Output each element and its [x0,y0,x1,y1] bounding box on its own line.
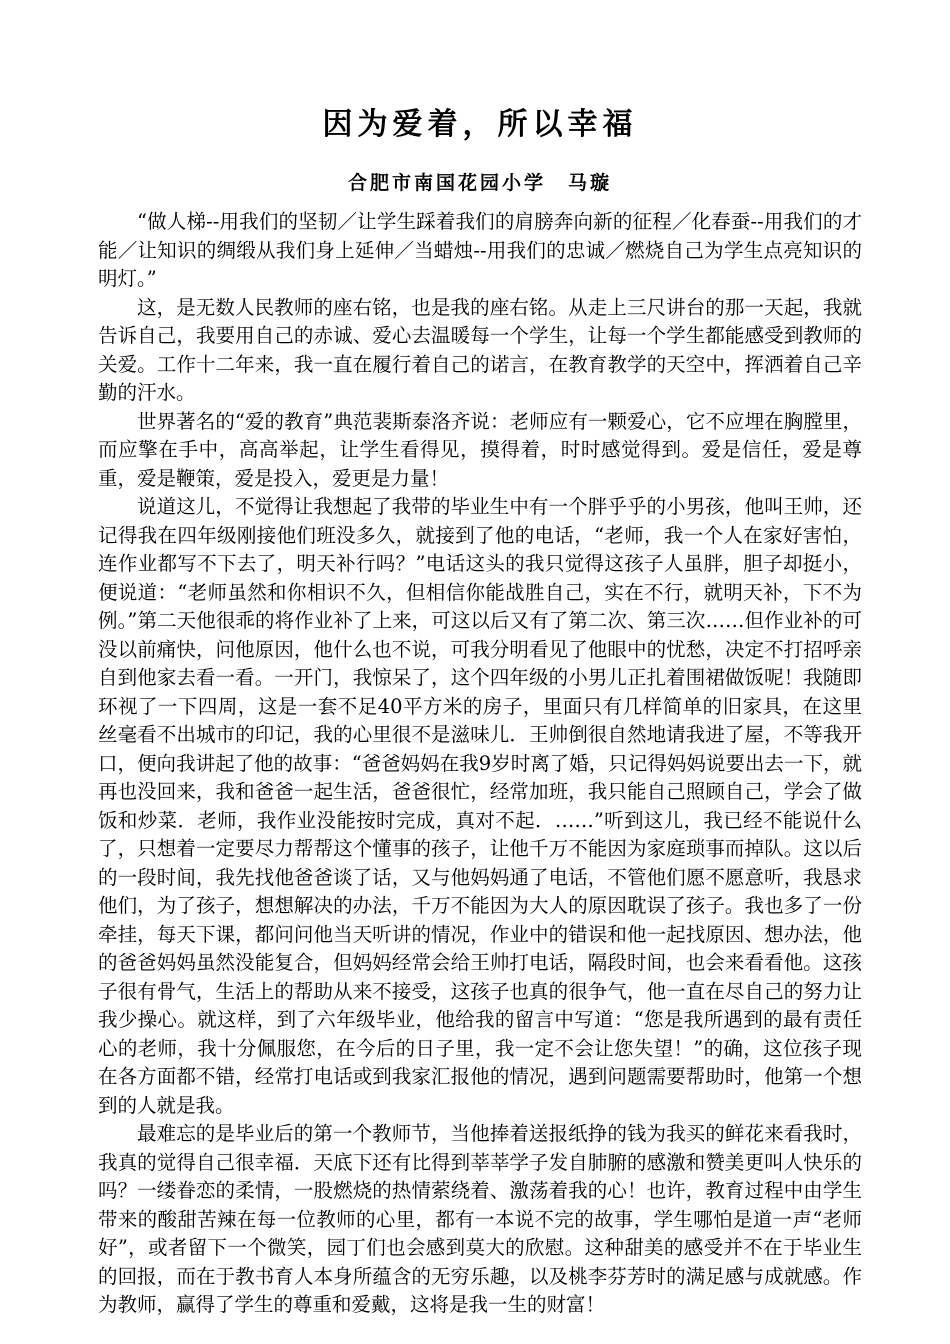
document-author: 合肥市南国花园小学 马璇 [347,172,612,194]
document-page [98,100,862,1320]
paragraph-conclusion: 最难忘的是毕业后的第一个教师节，当他捧着送报纸挣的钱为我买的鲜花来看我时，我真的觉得自己很幸福．天底下还有比得到莘莘学子发自肺腑的感激和赞美更叫人快乐的吗？一缕眷恋的柔情，一股燃烧的热情萦绕着、激荡着我的心！也许，教育过程中由学生带来的酸甜苦辣在每一位教师的心里，都有一本说不完的故事，学生哪怕是道一声“老师好”，或者留下一个微笑，园丁们也会感到莫大的欣慰。这种甜美的感受并不在于毕业生的回报，而在于教书育人本身所蕴含的无穷乐趣，以及桃李芬芳时的满足感与成就感。作为教师，赢得了学生的尊重和爱戴，这将是我一生的财富！ [98,1122,862,1316]
document-title: 因为爱着，所以幸福 [322,107,638,142]
paragraph-poem: “做人梯--用我们的坚韧／让学生踩着我们的肩膀奔向新的征程／化春蚕--用我们的才能／让知识的绸缎从我们身上延伸／当蜡烛--用我们的忠诚／燃烧自己为学生点亮知识的明灯。” [98,210,862,290]
paragraph-quote: 世界著名的“爱的教育”典范裴斯泰洛齐说：老师应有一颗爱心，它不应埋在胸膛里，而应擎在手中，高高举起，让学生看得见，摸得着，时时感觉得到。爱是信任，爱是尊重，爱是鞭策，爱是投入，爱更是力量！ [98,409,862,490]
paragraph-motto: 这，是无数人民教师的座右铭，也是我的座右铭。从走上三尺讲台的那一天起，我就告诉自己，我要用自己的赤诚、爱心去温暖每一个学生，让每一个学生都能感受到教师的关爱。工作十二年来，我一直在履行着自己的诺言，在教育教学的天空中，挥洒着自己辛勤的汗水。 [98,295,862,404]
paragraph-story: 说道这儿，不觉得让我想起了我带的毕业生中有一个胖乎乎的小男孩，他叫王帅，还记得我在四年级刚接他们班没多久，就接到了他的电话，“老师，我一个人在家好害怕，连作业都写不下去了，明天补行吗？”电话这头的我只觉得这孩子人虽胖，胆子却挺小，便说道：“老师虽然和你相识不久，但相信你能战胜自己，实在不行，就明天补，下不为例。”第二天他很乖的将作业补了上来，可这以后又有了第二次、第三次……但作业补的可没以前痛快，问他原因，他什么也不说，可我分明看见了他眼中的忧愁，决定不打招呼亲自到他家去看一看。一开门，我惊呆了，这个四年级的小男儿正扎着围裙做饭呢！我随即环视了一下四周，这是一套不足40平方米的房子，里面只有几样简单的旧家具，在这里丝毫看不出城市的印记，我的心里很不是滋味儿．王帅倒很自然地请我进了屋，不等我开口，便向我讲起了他的故事：“爸爸妈妈在我9岁时离了婚，只记得妈妈说要出去一下，就再也没回来，我和爸爸一起生活，爸爸很忙，经常加班，我只能自己照顾自己，学会了做饭和炒菜．老师，我作业没能按时完成，真对不起．……”听到这儿，我已经不能说什么了，只想着一定要尽力帮帮这个懂事的孩子，让他千万不能因为家庭琐事而掉队。这以后的一段时间，我先找他爸爸谈了话，又与他妈妈通了电话，不管他们愿不愿意听，我恳求他们，为了孩子，想想解决的办法，千万不能因为大人的原因耽误了孩子。我也多了一份牵挂，每天下课，都问问他当天听讲的情况，作业中的错误和他一起找原因、想办法，他的爸爸妈妈虽然没能复合，但妈妈经常会给王帅打电话，隔段时间，也会来看看他。这孩子很有骨气，生活上的帮助从来不接受，这孩子也真的很争气，他一直在尽自己的努力让我少操心。就这样，到了六年级毕业，他给我的留言中写道：“您是我所遇到的最有责任心的老师，我十分佩服您，在今后的日子里，我一定不会让您失望！”的确，这位孩子现在各方面都不错，经常打电话或到我家汇报他的情况，遇到问题需要帮助时，他第一个想到的人就是我。 [98,495,862,1117]
